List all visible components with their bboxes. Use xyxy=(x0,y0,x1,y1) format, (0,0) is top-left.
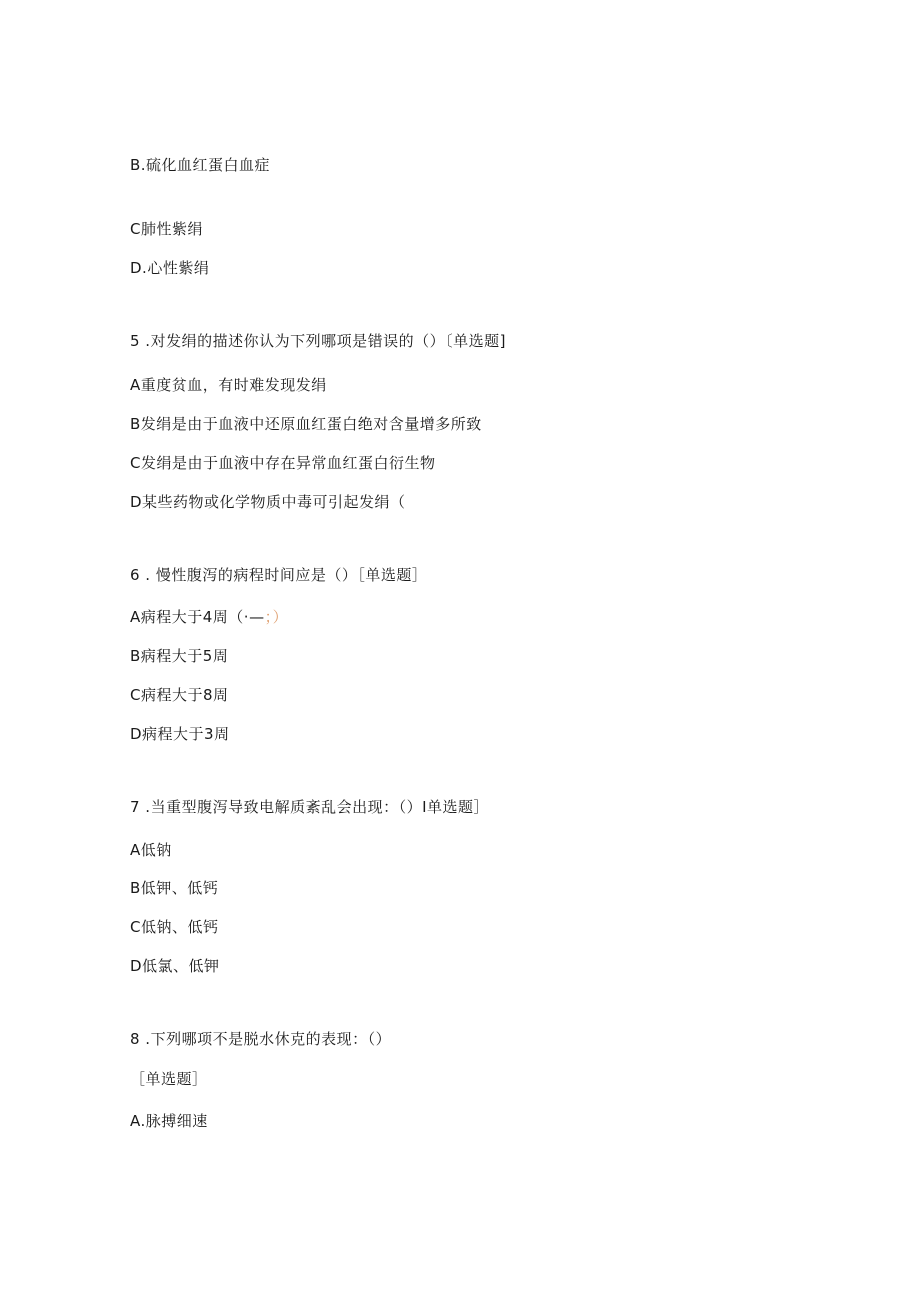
option-a-q8: A.脉搏细速 xyxy=(130,1112,208,1130)
option-b-q7: B低钾、低钙 xyxy=(130,879,219,897)
option-b-q5: B发绢是由于血液中还原血红蛋白绝对含量增多所致 xyxy=(130,415,482,433)
option-d-q6: D病程大于3周 xyxy=(130,725,230,743)
question-8-type: ［单选题］ xyxy=(130,1070,208,1088)
option-c-q4: C肺性紫绢 xyxy=(130,220,203,238)
option-c-q5: C发绢是由于血液中存在异常血红蛋白衍生物 xyxy=(130,454,436,472)
option-d-q5: D某些药物或化学物质中毒可引起发绢（ xyxy=(130,493,406,511)
option-d-q7: D低氯、低钾 xyxy=(130,957,220,975)
option-a-q6-mark: ；） xyxy=(264,608,289,626)
option-b-q4: B.硫化血红蛋白血症 xyxy=(130,156,271,174)
question-8: 8 .下列哪项不是脱水休克的表现：（） xyxy=(130,1030,392,1048)
question-6: 6 . 慢性腹泻的病程时间应是（）［单选题］ xyxy=(130,566,428,584)
option-a-q6-text: A病程大于4周（·— xyxy=(130,608,265,626)
option-c-q6: C病程大于8周 xyxy=(130,686,229,704)
option-c-q7: C低钠、低钙 xyxy=(130,918,219,936)
option-a-q7: A低钠 xyxy=(130,841,172,859)
question-7: 7 .当重型腹泻导致电解质紊乱会出现：（）I单选题］ xyxy=(130,798,490,816)
question-5: 5 .对发绢的描述你认为下列哪项是错误的（）〔单选题] xyxy=(130,332,506,350)
option-b-q6: B病程大于5周 xyxy=(130,647,229,665)
option-d-q4: D.心性紫绢 xyxy=(130,259,210,277)
option-a-q6 xyxy=(130,607,288,627)
option-a-q5: A重度贫血，有时难发现发绢 xyxy=(130,376,327,394)
